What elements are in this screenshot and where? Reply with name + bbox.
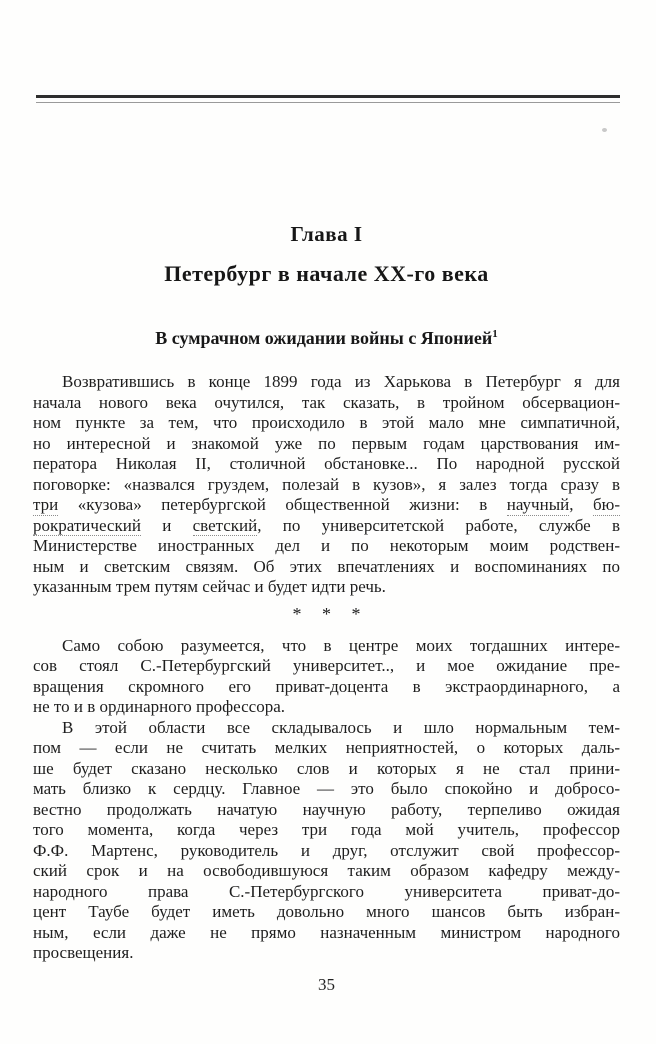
text-line: Министерстве иностранных дел и по некоторым моим родствен- (33, 536, 620, 555)
text-line: вращения скромного его приват-доцента в экстраординарного, а (33, 676, 620, 696)
section-heading (33, 327, 620, 349)
text-line: цент Таубе будет иметь довольно много шансов быть избран- (33, 902, 620, 921)
text-line: ше будет сказано несколько слов и которых я не стал прини- (33, 758, 620, 778)
text-line: указанным трем путям сейчас и будет идти речь. (33, 577, 386, 596)
text-line: ном пункте за тем, что происходило в этой мало мне симпатичной, (33, 413, 620, 432)
text-segment: «кузова» петербургской общественной жизни: в (58, 495, 507, 514)
text-line: пом — если не считать мелких неприятностей, о которых даль- (33, 738, 620, 757)
text-segment: , по университетской работе, службе в (257, 515, 620, 535)
text-line: Возвратившись в конце 1899 года из Харькова в Петербург я для (62, 372, 620, 391)
section-heading-text: В сумрачном ожидании войны с Японией (155, 328, 493, 348)
asterisk-separator: * * * (292, 603, 361, 624)
text-line: В этой области все складывалось и шло нормальным тем- (62, 717, 620, 737)
text-line: но интересной и знакомой уже по первым годам царствования им- (33, 433, 620, 453)
text-line: ский срок и на освободившуюся таким образом кафедру между- (33, 861, 620, 880)
underlined-word: три (33, 495, 59, 514)
text-line: просвещения. (33, 943, 134, 962)
underlined-word: бю- (592, 495, 620, 514)
text-line (33, 516, 620, 537)
body-text (33, 372, 620, 995)
text-line: сов стоял С.-Петербургский университет.., и мое ожидание пре- (33, 656, 620, 675)
text-line (33, 495, 620, 516)
page-number: 35 (318, 974, 335, 994)
underlined-word: светский (192, 515, 258, 535)
text-line: Ф.Ф. Мартенс, руководитель и друг, отслужит свой профессор- (33, 840, 620, 860)
text-segment: и (140, 515, 193, 535)
text-line: народного права С.-Петербургского университета приват-до- (33, 881, 620, 901)
header-double-rule (36, 95, 620, 103)
chapter-title: Петербург в начале XX-го века (164, 261, 489, 286)
text-line: мать близко к сердцу. Главное — это было спокойно и добросо- (33, 779, 620, 798)
text-line: поговорке: «назвался груздем, полезай в кузов», я залез тогда сразу в (33, 474, 620, 494)
chapter-heading: Глава I (290, 222, 363, 246)
text-line: начала нового века очутился, так сказать, в тройном обсервацион- (33, 392, 620, 412)
scan-speck (602, 128, 607, 132)
text-line: вестно продолжать начатую научную работу, терпеливо ожидая (33, 799, 620, 819)
text-line: того момента, когда через три года мой учитель, профессор (33, 820, 620, 839)
text-line: ным, если даже не прямо назначенным министром народного (33, 922, 620, 942)
text-line: ным и светским связям. Об этих впечатлениях и воспоминаниях по (33, 556, 620, 576)
underlined-word: рократический (33, 515, 141, 535)
text-line: Само собою разумеется, что в центре моих тогдашних интере- (62, 635, 620, 655)
text-segment: , (569, 495, 593, 514)
text-line: ператора Николая II, столичной обстановке... По народной русской (33, 454, 620, 473)
underlined-word: научный (506, 495, 570, 514)
text-line: не то и в ординарного профессора. (33, 697, 286, 716)
footnote-marker: 1 (492, 328, 498, 340)
